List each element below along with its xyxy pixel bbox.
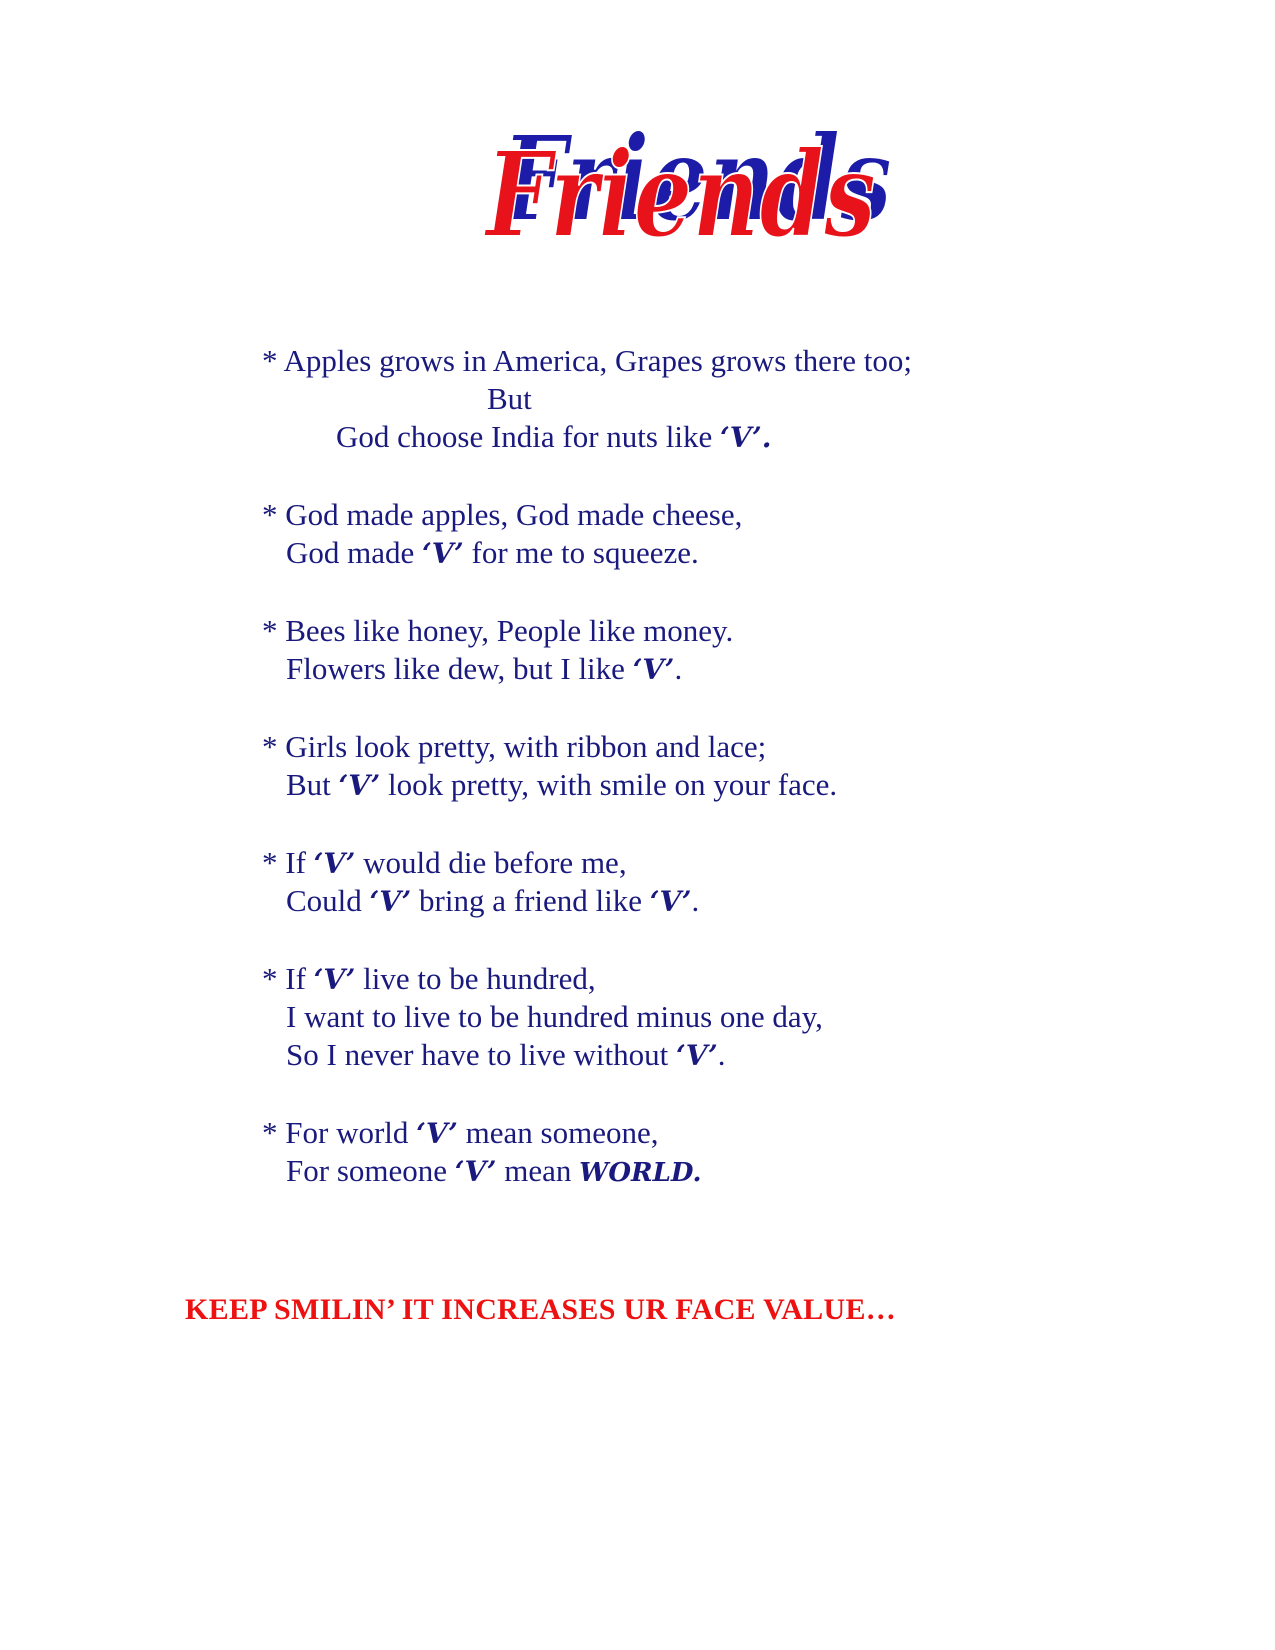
line-text: Flowers like dew, but I like [286, 651, 633, 686]
stanza-6-line-3 [262, 1036, 1062, 1074]
stanza-4-line-1 [262, 728, 1062, 766]
title-shadow-text: Friends [499, 109, 892, 248]
v-emphasis: ‘V’ [632, 653, 675, 686]
stanza-5-line-2 [262, 882, 1062, 920]
stanza-gap [262, 804, 1062, 844]
v-emphasis: ‘V’ [416, 1117, 458, 1150]
stanza-4-line-2 [262, 766, 1062, 804]
stanza-gap [262, 688, 1062, 728]
line-text: look pretty, with smile on your face. [380, 767, 838, 802]
v-emphasis: ‘V’ [313, 847, 356, 880]
line-text: mean [496, 1153, 580, 1188]
stanza-7-line-1 [262, 1114, 1062, 1152]
stanza-2-line-1 [262, 496, 1062, 534]
poem-body [262, 342, 1062, 1190]
stanza-1-line-3 [262, 418, 1062, 456]
footer-slogan: KEEP SMILIN’ IT INCREASES UR FACE VALUE… [185, 1293, 897, 1326]
v-emphasis: ‘V’ [422, 537, 464, 570]
stanza-1 [262, 342, 1062, 456]
line-text: I want to live to be hundred minus one day, [286, 999, 823, 1034]
stanza-5-line-1 [262, 844, 1062, 882]
line-text: live to be hundred, [355, 961, 596, 996]
v-emphasis: ‘V’ [454, 1155, 497, 1188]
line-text: mean someone, [457, 1115, 659, 1150]
v-emphasis: ‘V’ [313, 963, 356, 996]
line-text: . [674, 651, 683, 686]
line-text: Could [286, 883, 370, 918]
stanza-1-line-1 [262, 342, 1062, 380]
stanza-6 [262, 960, 1062, 1074]
line-text: * If [262, 961, 314, 996]
stanza-3 [262, 612, 1062, 688]
line-text: bring a friend like [411, 883, 650, 918]
v-emphasis: ‘V’ [676, 1039, 718, 1072]
stanza-5 [262, 844, 1062, 920]
line-text: for me to squeeze. [463, 535, 699, 570]
line-text: . [717, 1037, 726, 1072]
stanza-gap [262, 1074, 1062, 1114]
line-text: For someone [286, 1153, 455, 1188]
world-emphasis: WORLD. [579, 1158, 702, 1188]
stanza-2-line-2 [262, 534, 1062, 572]
stanza-7-line-2 [262, 1152, 1062, 1190]
stanza-6-line-1 [262, 960, 1062, 998]
line-text: But [286, 767, 339, 802]
v-emphasis: ‘V’ [369, 885, 412, 918]
stanza-3-line-2 [262, 650, 1062, 688]
stanza-gap [262, 920, 1062, 960]
stanza-1-line-2 [262, 380, 1062, 418]
stanza-7 [262, 1114, 1062, 1190]
line-text: God choose India for nuts like [336, 419, 720, 454]
stanza-4 [262, 728, 1062, 804]
stanza-gap [262, 572, 1062, 612]
line-text: * If [262, 845, 314, 880]
line-text: * God made apples, God made cheese, [262, 497, 743, 532]
line-text: God made [286, 535, 423, 570]
line-text: But [487, 381, 532, 416]
line-text: * Girls look pretty, with ribbon and lace; [262, 729, 767, 764]
v-emphasis: ‘V’ [649, 885, 692, 918]
line-text: would die before me, [355, 845, 627, 880]
stanza-6-line-2 [262, 998, 1062, 1036]
v-emphasis: ‘V’ [719, 421, 762, 454]
line-punctuation: . [761, 421, 772, 454]
line-text: * Bees like honey, People like money. [262, 613, 734, 648]
stanza-3-line-1 [262, 612, 1062, 650]
title-wordart [480, 78, 910, 278]
line-text: * Apples grows in America, Grapes grows there too; [262, 343, 913, 378]
title-front-text: Friends [483, 125, 876, 264]
v-emphasis: ‘V’ [338, 769, 381, 802]
stanza-2 [262, 496, 1062, 572]
line-text: So I never have to live without [286, 1037, 676, 1072]
line-text: . [691, 883, 700, 918]
line-text: * For world [262, 1115, 417, 1150]
title-wordart-svg [480, 78, 910, 278]
stanza-gap [262, 456, 1062, 496]
